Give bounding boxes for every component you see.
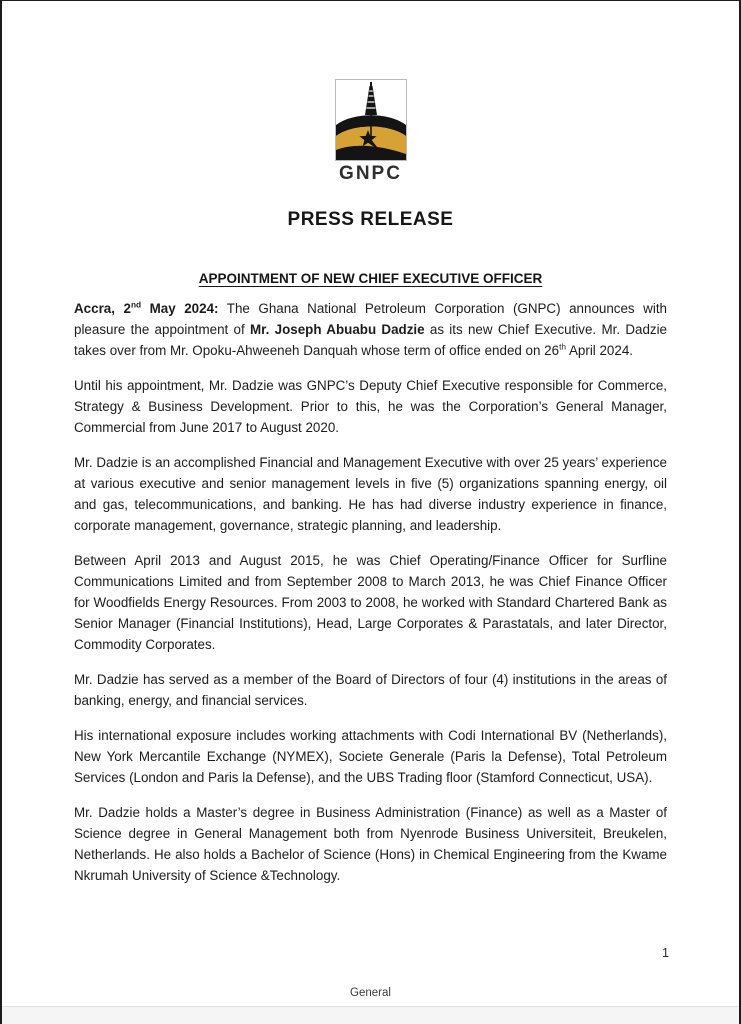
document-body: [74, 298, 667, 886]
paragraph-5: Mr. Dadzie has served as a member of the Board of Directors of four (4) institutions in the areas of banking, energy, and financial services.: [74, 672, 667, 708]
page-number: 1: [662, 946, 669, 960]
logo-wordmark: GNPC: [339, 163, 402, 184]
paragraph-6: His international exposure includes working attachments with Codi International BV (Netherlands), New York Mercantile Exchange (NYMEX), Societe Generale (Paris la Defense), Total Petroleum Services (London and Paris la Defense), and the UBS Trading floor (Stamford Connecticut, USA).: [74, 728, 667, 785]
gnpc-logo: [2, 79, 739, 185]
footer-classification: General: [350, 987, 391, 999]
bottom-strip: [2, 1006, 739, 1024]
paragraph-4: Between April 2013 and August 2015, he was Chief Operating/Finance Officer for Surfline Communications Limited and from September 2008 to March 2013, he was Chief Finance Officer for Woodfields Energy Resources. From 2003 to 2008, he worked with Standard Chartered Bank as Senior Manager (Financial Institutions), Head, Large Corporates & Parastatals, and later Director, Commodity Corporates.: [74, 553, 667, 652]
gnpc-logo-icon: [335, 79, 407, 161]
press-release-heading: PRESS RELEASE: [287, 209, 454, 230]
paragraph-2: Until his appointment, Mr. Dadzie was GNPC’s Deputy Chief Executive responsible for Commerce, Strategy & Business Development. Prior to this, he was the Corporation’s General Manager, Commercial from June 2017 to August 2020.: [74, 378, 667, 435]
paragraph-7: Mr. Dadzie holds a Master’s degree in Business Administration (Finance) as well as a Master of Science degree in General Management both from Nyenrode Business Universiteit, Breukelen, Netherlands. He also holds a Bachelor of Science (Hons) in Chemical Engineering from the Kwame Nkrumah University of Science &Technology.: [74, 805, 667, 883]
paragraph-3: Mr. Dadzie is an accomplished Financial and Management Executive with over 25 years’ experience at various executive and senior management levels in five (5) organizations spanning energy, oil and gas, telecommunications, and banking. He has had diverse industry experience in finance, corporate management, governance, strategic planning, and leadership.: [74, 455, 667, 533]
paragraph-1: Accra, 2nd May 2024: The Ghana National Petroleum Corporation (GNPC) announces with pleasure the appointment of Mr. Joseph Abuabu Dadzie as its new Chief Executive. Mr. Dadzie takes over from Mr. Opoku-Ahweeneh Danquah whose term of office ended on 26th April 2024.: [74, 299, 668, 358]
document-title: APPOINTMENT OF NEW CHIEF EXECUTIVE OFFICER: [198, 271, 543, 286]
